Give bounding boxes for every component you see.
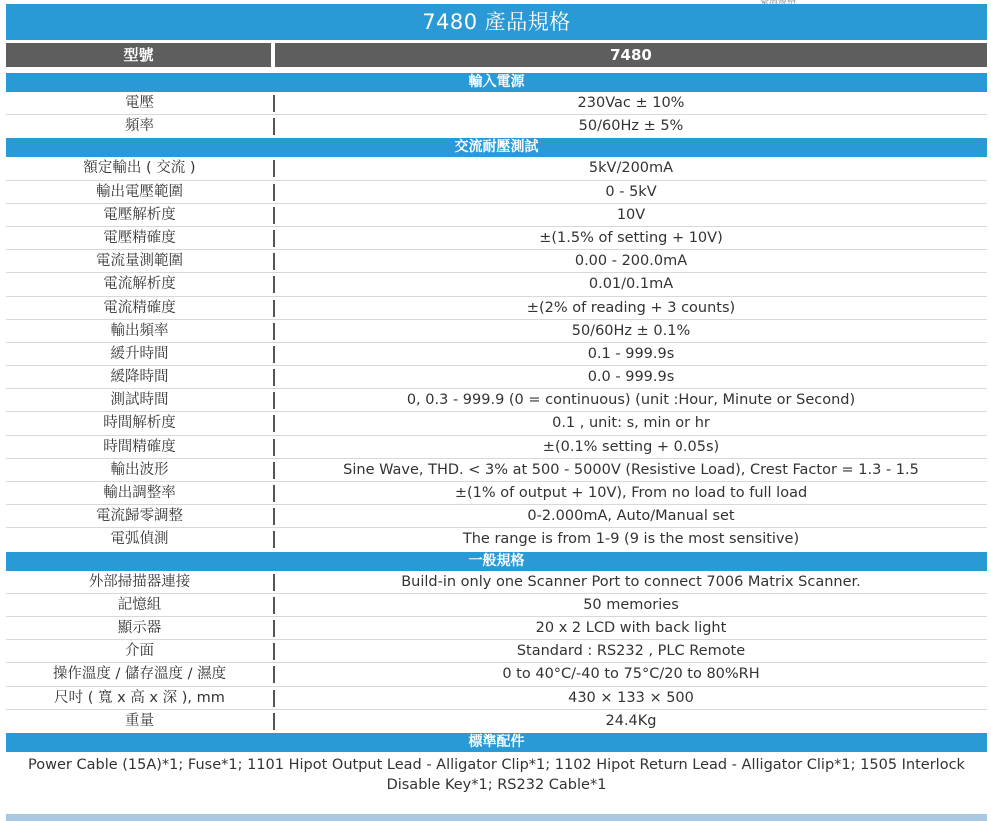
- spec-row: [6, 412, 987, 435]
- section-header-accessories: 標準配件: [6, 733, 987, 752]
- spec-label: 重量: [125, 712, 154, 729]
- spec-row: [6, 528, 987, 551]
- spec-value: Standard : RS232 , PLC Remote: [516, 643, 746, 660]
- spec-row: [6, 181, 987, 204]
- spec-label: 電弧偵測: [110, 531, 169, 548]
- spec-value: 24.4Kg: [605, 712, 657, 729]
- spec-row: [6, 250, 987, 273]
- spec-label: 輸出波形: [110, 461, 169, 478]
- spec-row: [6, 227, 987, 250]
- spec-row: [6, 594, 987, 617]
- page-title: 7480 產品規格: [6, 4, 987, 40]
- spec-value: 10V: [616, 206, 646, 223]
- spec-row: [6, 640, 987, 663]
- spec-value: 0, 0.3 - 999.9 (0 = continuous) (unit :Hour, Minute or Second): [406, 392, 856, 409]
- spec-label: 電流解析度: [103, 276, 176, 293]
- model-label: 型號: [6, 43, 271, 67]
- spec-value: Build-in only one Scanner Port to connect 7006 Matrix Scanner.: [401, 573, 861, 590]
- spec-label: 電流精確度: [103, 299, 176, 316]
- spec-label: 輸出頻率: [110, 322, 169, 339]
- spec-row: [6, 482, 987, 505]
- spec-row: [6, 571, 987, 594]
- spec-value: 50/60Hz ± 0.1%: [571, 322, 691, 339]
- spec-value: 0.0 - 999.9s: [587, 369, 675, 386]
- spec-value: ±(0.1% setting + 0.05s): [542, 438, 720, 455]
- spec-value: 50/60Hz ± 5%: [578, 118, 684, 135]
- spec-row: [6, 273, 987, 296]
- model-row: [6, 43, 987, 67]
- spec-row: [6, 343, 987, 366]
- spec-row: [6, 92, 987, 115]
- spec-value: 230Vac ± 10%: [577, 95, 685, 111]
- spec-value: ±(2% of reading + 3 counts): [526, 299, 736, 316]
- spec-row: [6, 663, 987, 686]
- spec-label: 操作溫度 / 儲存溫度 / 濕度: [52, 666, 227, 683]
- spec-label: 時間精確度: [103, 438, 176, 455]
- spec-value: 0.00 - 200.0mA: [574, 253, 688, 270]
- spec-label: 電壓: [125, 95, 154, 111]
- spec-label: 頻率: [125, 118, 154, 135]
- spec-value: 50 memories: [583, 596, 679, 613]
- spec-row: [6, 459, 987, 482]
- bottom-divider: [6, 814, 987, 821]
- spec-value: 0.01/0.1mA: [588, 276, 674, 293]
- spec-label: 輸出電壓範圍: [96, 183, 183, 200]
- spec-label: 測試時間: [110, 392, 169, 409]
- spec-label: 記憶組: [117, 596, 162, 613]
- spec-value: 0-2.000mA, Auto/Manual set: [527, 508, 735, 525]
- spec-row: [6, 115, 987, 138]
- spec-label: 顯示器: [117, 619, 162, 636]
- spec-label: 電壓解析度: [103, 206, 176, 223]
- spec-row: [6, 157, 987, 180]
- spec-label: 電壓精確度: [103, 229, 176, 246]
- spec-row: [6, 710, 987, 733]
- spec-row: [6, 204, 987, 227]
- spec-label: 尺吋 ( 寬 x 高 x 深 ), mm: [54, 689, 225, 706]
- spec-label: 時間解析度: [103, 415, 176, 432]
- spec-label: 緩降時間: [110, 369, 169, 386]
- section-header: 輸入電源: [6, 73, 987, 92]
- spec-label: 電流歸零調整: [96, 508, 183, 525]
- spec-row: [6, 320, 987, 343]
- spec-value: ±(1.5% of setting + 10V): [539, 229, 723, 246]
- section-header: 一般規格: [6, 552, 987, 571]
- spec-label: 外部掃描器連接: [88, 573, 191, 590]
- spec-value: 0 - 5kV: [605, 183, 657, 200]
- spec-row: [6, 505, 987, 528]
- spec-value: ±(1% of output + 10V), From no load to full load: [454, 485, 808, 501]
- spec-value: The range is from 1-9 (9 is the most sensitive): [462, 531, 800, 548]
- spec-value: 0.1 - 999.9s: [587, 345, 675, 362]
- spec-table: [6, 73, 987, 795]
- spec-label: 額定輸出 ( 交流 ): [83, 160, 196, 177]
- accessories-text: Power Cable (15A)*1; Fuse*1; 1101 Hipot Output Lead - Alligator Clip*1; 1102 Hipot Return Lead - Alligator Clip*1; 1505 Interlock Disable Key*1; RS232 Cable*1: [28, 756, 965, 793]
- spec-row: [6, 389, 987, 412]
- section-header: 交流耐壓測試: [6, 138, 987, 157]
- spec-row: [6, 687, 987, 710]
- spec-label: 介面: [125, 643, 154, 660]
- spec-value: 430 × 133 × 500: [568, 689, 694, 706]
- spec-row: [6, 366, 987, 389]
- spec-label: 輸出調整率: [103, 485, 176, 501]
- spec-row: [6, 297, 987, 320]
- spec-label: 緩升時間: [110, 345, 169, 362]
- spec-value: 5kV/200mA: [588, 160, 674, 177]
- spec-row: [6, 436, 987, 459]
- spec-value: 0.1 , unit: s, min or hr: [552, 415, 710, 432]
- spec-value: 0 to 40°C/-40 to 75°C/20 to 80%RH: [502, 666, 760, 683]
- spec-row: [6, 617, 987, 640]
- spec-value: 20 x 2 LCD with back light: [535, 619, 727, 636]
- model-value: 7480: [275, 43, 987, 67]
- spec-label: 電流量測範圍: [96, 253, 183, 270]
- spec-value: Sine Wave, THD. < 3% at 500 - 5000V (Resistive Load), Crest Factor = 1.3 - 1.5: [343, 461, 919, 478]
